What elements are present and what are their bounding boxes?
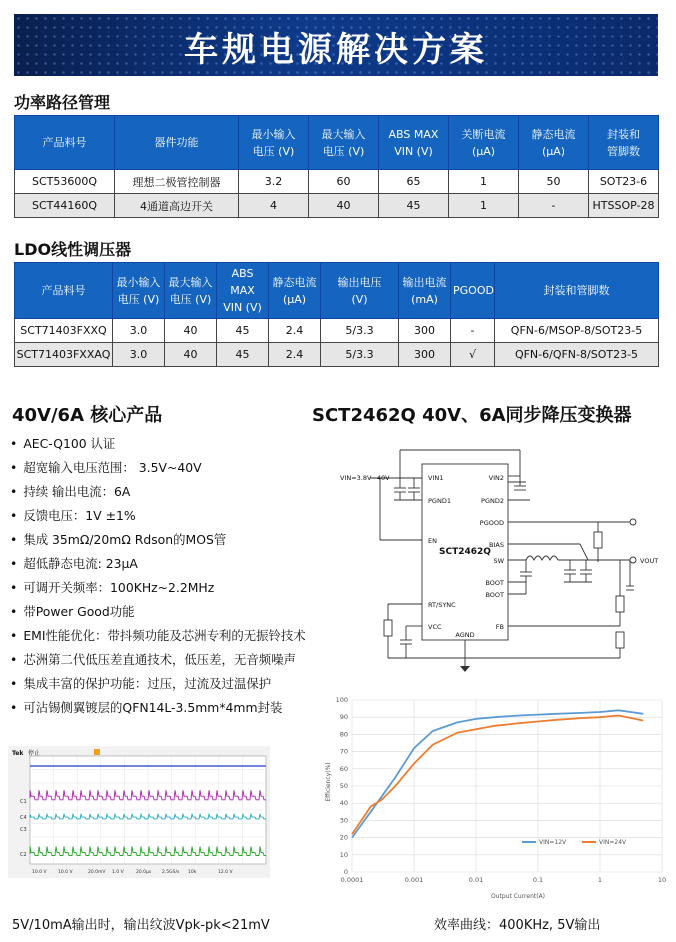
scope-readout: 10.0 V [58,870,73,875]
pin-agnd: AGND [455,631,475,639]
pin-boot-2: BOOT [485,591,504,599]
table-cell: √ [451,343,495,367]
application-schematic [330,440,666,680]
pin-en: EN [428,537,437,545]
pin-pgood: PGOOD [479,519,504,527]
header-text: VIN (V) [394,144,433,158]
y-tick-label: 70 [339,747,348,756]
header-text: PGOOD [453,284,494,297]
header-text: 静态电流 [272,275,317,289]
feature-item: • 持续 输出电流：6A [10,480,340,504]
power-path-header [449,116,519,170]
header-text: 封装和管脚数 [543,284,610,297]
table-cell: 65 [379,170,449,194]
ch4-label: C4 [20,815,27,821]
pin-rt-sync: RT/SYNC [428,601,456,609]
y-tick-label: 90 [339,713,348,722]
chip-label: SCT2462Q [439,547,491,557]
ldo-header [399,263,451,319]
power-path-header [309,116,379,170]
table-cell: 300 [399,343,451,367]
y-tick-label: 50 [339,782,348,790]
ldo-table [14,262,659,367]
table-cell: SOT23-6 [589,170,659,194]
table-cell: 40 [309,194,379,218]
header-text: (μA) [541,144,566,158]
feature-list [10,432,340,720]
power-path-header [589,116,659,170]
y-tick-label: 100 [335,696,348,704]
table-cell: 45 [217,319,269,343]
header-text: 电压 (V) [169,292,212,306]
table-cell: 5/3.3 [321,343,399,367]
pin-vin2: VIN2 [488,474,504,482]
scope-readout: 1.0 V [112,870,124,875]
vin-label: VIN=3.8V~40V [340,474,390,482]
table-cell: 40 [165,319,217,343]
legend-label: VIN=24V [599,839,627,846]
x-tick-label: 0.001 [404,876,424,884]
pin-boot-1: BOOT [485,579,504,587]
feature-item: • 可调开关频率：100KHz~2.2MHz [10,576,340,600]
pin-vcc: VCC [428,623,442,631]
header-text: ABS MAX [230,267,255,297]
table-cell: 5/3.3 [321,319,399,343]
header-text: (mA) [411,292,438,306]
ch2-label: C2 [20,852,27,858]
table-cell: QFN-6/MSOP-8/SOT23-5 [495,319,659,343]
header-text: VIN (V) [223,301,262,314]
table-cell: 理想二极管控制器 [115,170,239,194]
table-cell: 45 [217,343,269,367]
header-text: 产品料号 [42,136,87,149]
y-tick-label: 60 [339,764,348,773]
x-tick-label: 0.01 [468,876,484,884]
table-cell: SCT44160Q [15,194,115,218]
header-text: 最大输入 [321,127,366,141]
header-text: (μA) [282,292,307,306]
legend-label: VIN=12V [539,839,567,846]
table-cell: 2.4 [269,319,321,343]
ch3-label: C3 [20,827,27,833]
ch1-label: C1 [20,799,27,805]
table-cell: HTSSOP-28 [589,194,659,218]
feature-item: • 超低静态电流: 23μA [10,552,340,576]
feature-item: • EMI性能优化：带抖频功能及芯洲专利的无振铃技术 [10,624,340,648]
table-cell: SCT53600Q [15,170,115,194]
pin-bias: BIAS [489,541,504,549]
feature-item: • 集成 35mΩ/20mΩ Rdson的MOS管 [10,528,340,552]
title-banner [14,14,658,76]
header-text: 输出电流 [402,275,447,289]
ldo-title: LDO线性调压器 [14,240,132,259]
table-cell: 3.2 [239,170,309,194]
table-row [15,319,659,343]
power-path-header [379,116,449,170]
product-title: SCT2462Q 40V、6A同步降压变换器 [312,405,632,426]
header-text: (μA) [471,144,496,158]
table-cell: 300 [399,319,451,343]
table-cell: SCT71403FXXQ [15,319,113,343]
series-line-1 [352,716,643,835]
ldo-header [217,263,269,319]
power-path-header [519,116,589,170]
table-cell: 40 [165,343,217,367]
table-row [15,343,659,367]
power-path-header [115,116,239,170]
ldo-header [269,263,321,319]
feature-item: • 芯洲第二代低压差直通技术，低压差，无音频噪声 [10,648,340,672]
x-tick-label: 10 [657,876,667,884]
vout-label: VOUT [640,557,659,565]
table-cell: 1 [449,194,519,218]
header-text: 电压 (V) [322,144,365,158]
ldo-header [113,263,165,319]
table-cell: 1 [449,170,519,194]
y-tick-label: 0 [343,868,348,876]
ldo-header [451,263,495,319]
table-cell: 3.0 [113,319,165,343]
scope-readout: 10k [188,870,197,875]
y-tick-label: 10 [339,850,348,859]
feature-item: • 带Power Good功能 [10,600,340,624]
y-tick-label: 30 [339,816,348,825]
pin-sw: SW [493,557,504,565]
header-text: 最小输入 [116,275,161,289]
y-tick-label: 40 [339,799,348,808]
power-path-header [239,116,309,170]
efficiency-y-label: Efficiency(%) [325,762,332,802]
pin-pgnd2: PGND2 [481,497,504,505]
ldo-header [495,263,659,319]
core-product-title: 40V/6A 核心产品 [12,405,163,426]
series-line-0 [352,710,643,837]
header-text: 电压 (V) [117,292,160,306]
scope-readout: 12.0 V [218,870,233,875]
header-text: 输出电压 [337,275,382,289]
table-cell: 2.4 [269,343,321,367]
trigger-marker [94,749,100,755]
table-row [15,194,659,218]
ldo-header [321,263,399,319]
table-cell: - [451,319,495,343]
efficiency-x-label: Output Current(A) [490,893,546,900]
table-cell: - [519,194,589,218]
feature-item: • AEC-Q100 认证 [10,432,340,456]
scope-readout: 20.0μs [136,870,152,875]
feature-item: • 超宽输入电压范围： 3.5V~40V [10,456,340,480]
table-row [15,170,659,194]
header-text: 关断电流 [461,127,506,141]
table-cell: 60 [309,170,379,194]
header-text: ABS MAX [388,127,439,141]
power-path-title: 功率路径管理 [14,93,111,112]
header-text: 器件功能 [154,136,199,149]
y-tick-label: 20 [339,833,348,842]
scope-mode: 停止 [28,750,41,757]
header-text: 最大输入 [168,275,213,289]
table-cell: 4 [239,194,309,218]
feature-item: • 可沾锡侧翼镀层的QFN14L-3.5mm*4mm封装 [10,696,340,720]
pin-vin1: VIN1 [428,474,444,482]
header-text: 静态电流 [531,127,576,141]
header-text: 产品料号 [41,284,86,297]
header-text: (V) [351,292,368,306]
oscilloscope-capture [8,746,270,878]
header-text: 封装和 [607,127,640,141]
ldo-header [165,263,217,319]
feature-item: • 反馈电压：1V ±1% [10,504,340,528]
header-text: 电压 (V) [252,144,295,158]
header-text: 最小输入 [251,127,296,141]
table-cell: SCT71403FXXAQ [15,343,113,367]
scope-caption: 5V/10mA输出时，输出纹波Vpk-pk<21mV [12,918,270,933]
power-path-table [14,115,659,218]
pin-pgnd1: PGND1 [428,497,451,505]
table-cell: 50 [519,170,589,194]
efficiency-caption: 效率曲线：400KHz, 5V输出 [434,918,601,933]
pin-fb: FB [495,623,504,631]
scope-readout: 20.0mV [88,870,106,875]
efficiency-chart [322,692,670,906]
x-tick-label: 0.1 [532,876,544,884]
scope-readout: 10.0 V [32,870,47,875]
table-cell: QFN-6/QFN-8/SOT23-5 [495,343,659,367]
x-tick-label: 1 [597,876,603,884]
table-cell: 45 [379,194,449,218]
ground-symbol [460,666,470,672]
header-text: 管脚数 [607,144,640,158]
power-path-header [15,116,115,170]
table-cell: 3.0 [113,343,165,367]
table-cell: 4通道高边开关 [115,194,239,218]
feature-item: • 集成丰富的保护功能：过压，过流及过温保护 [10,672,340,696]
ldo-header [15,263,113,319]
x-tick-label: 0.0001 [340,876,364,884]
y-tick-label: 80 [339,730,348,739]
scope-brand: Tek [12,750,24,757]
banner-title: 车规电源解决方案 [184,30,488,70]
scope-readout: 2.5GS/s [162,870,180,875]
